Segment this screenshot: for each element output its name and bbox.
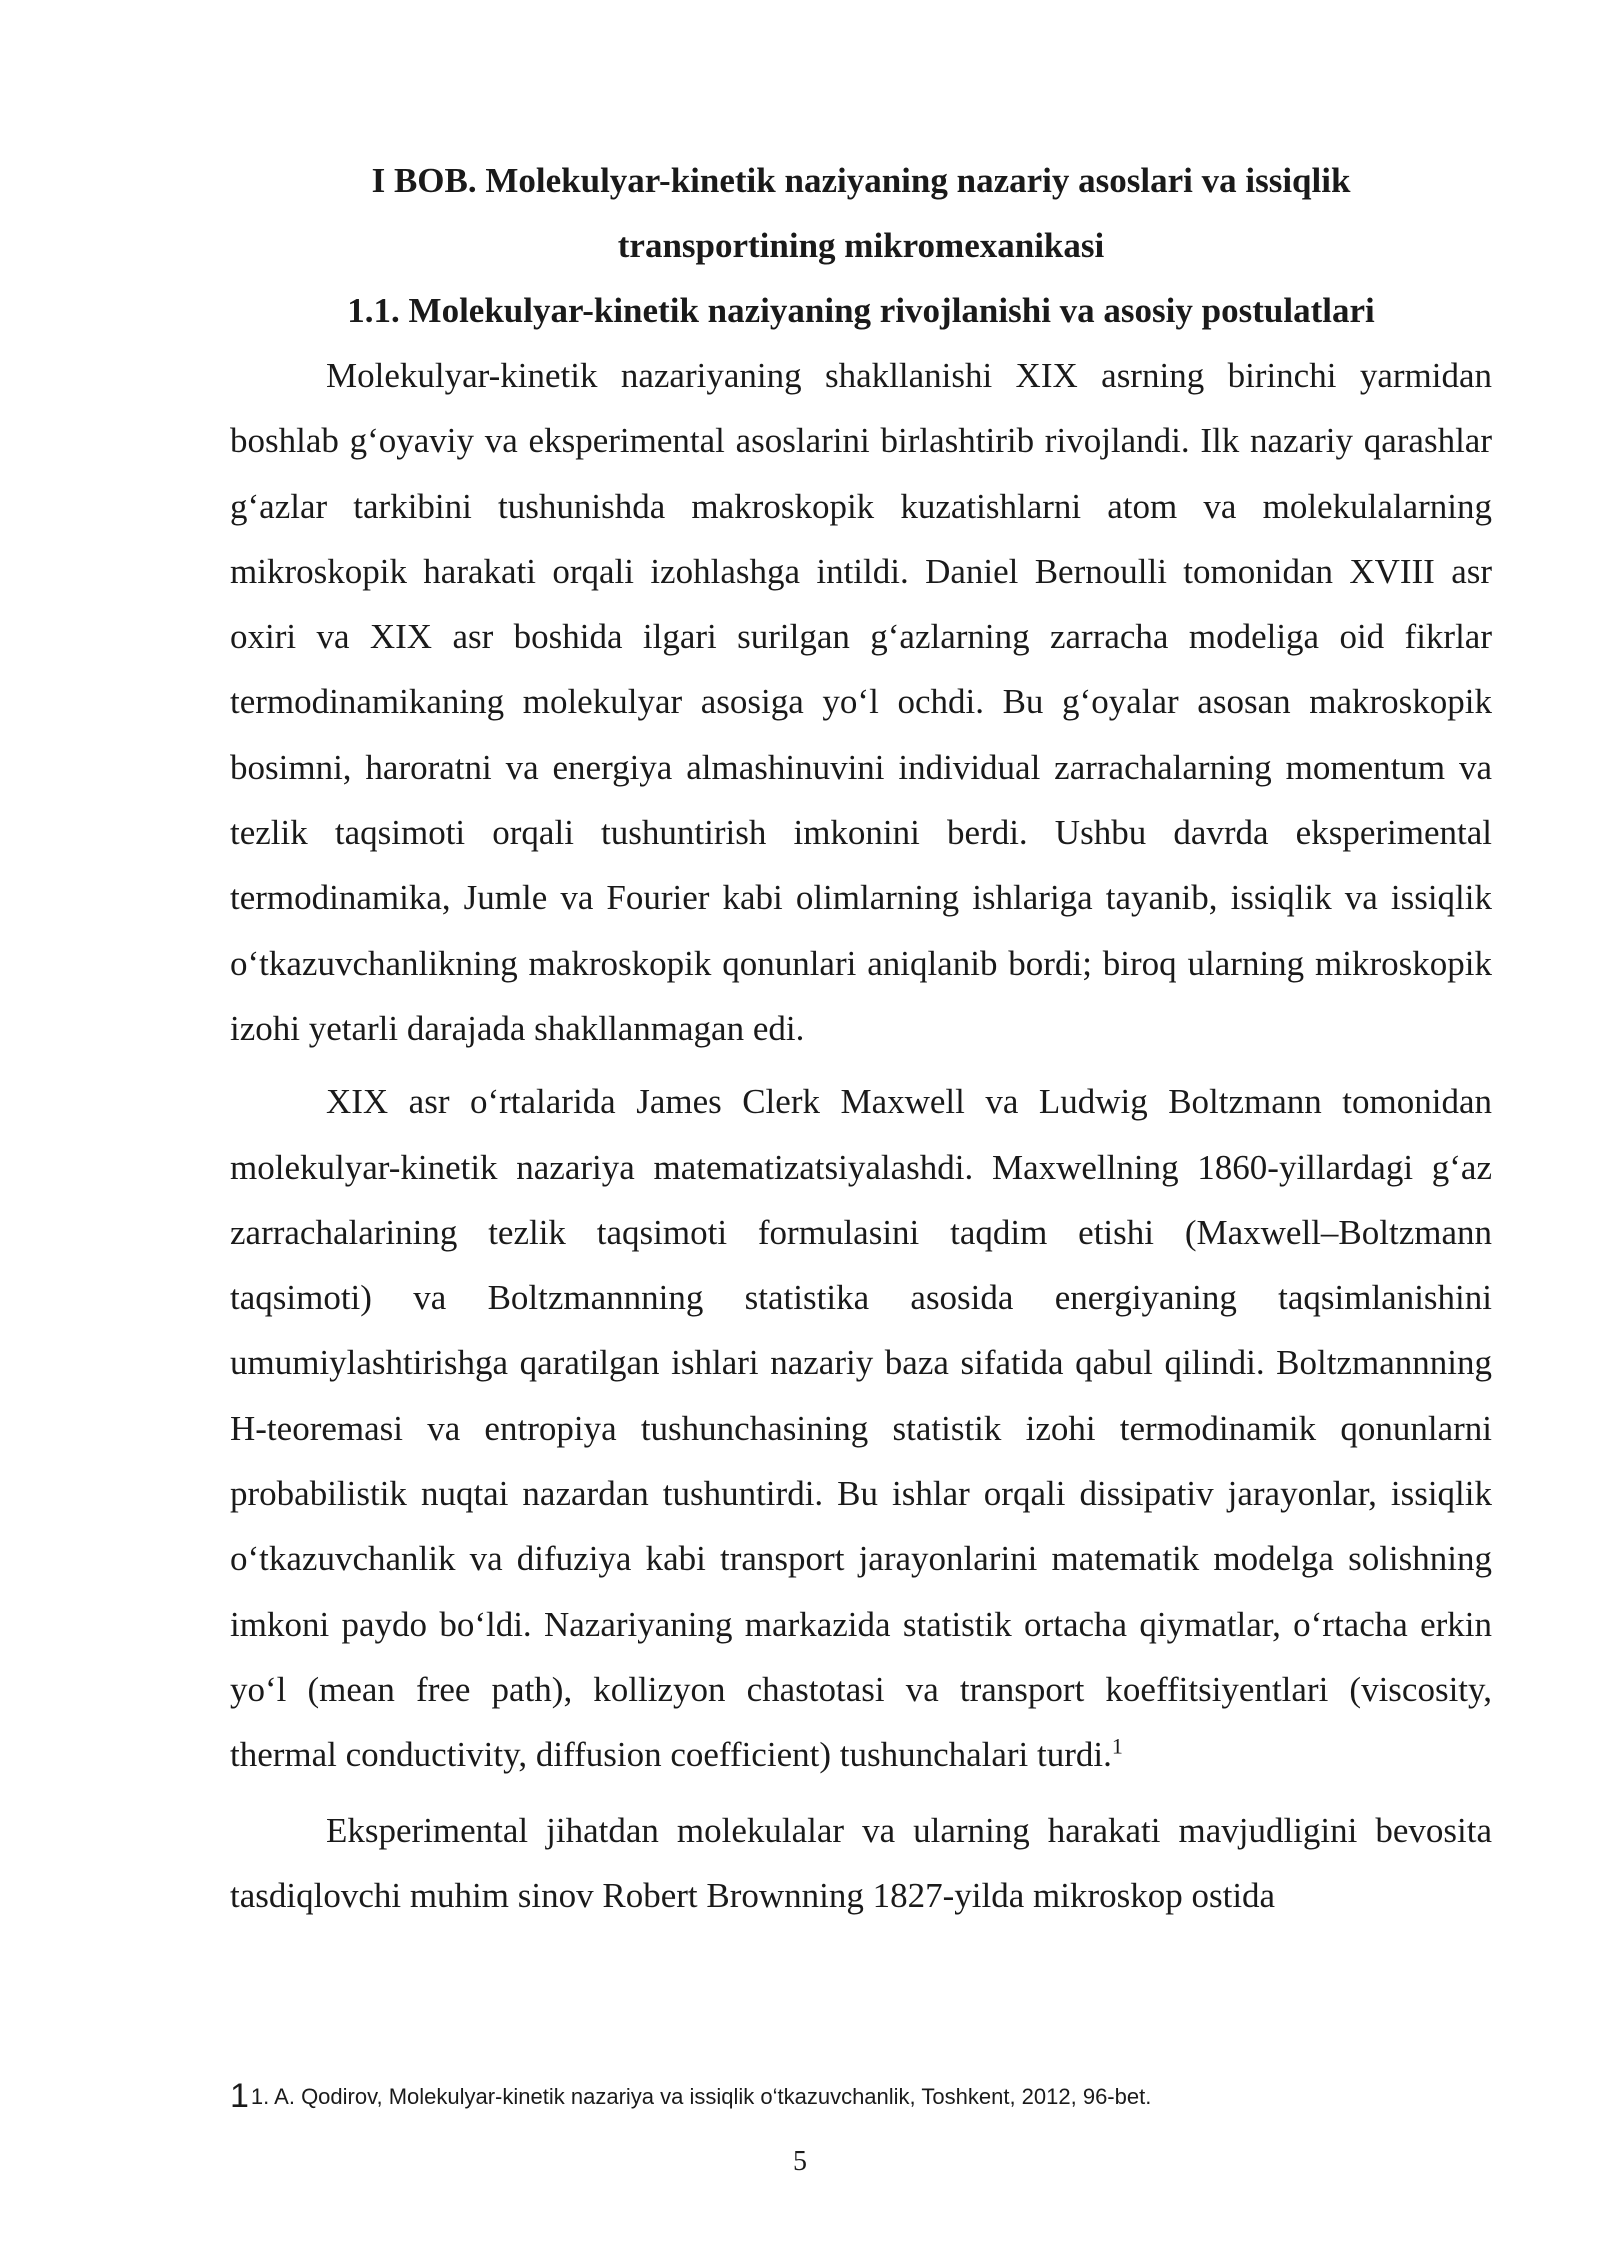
- page-number: 5: [793, 2146, 807, 2177]
- page-body: [230, 148, 1492, 1928]
- footnote: [230, 2078, 1492, 2115]
- paragraph-1: Molekulyar-kinetik nazariyaning shakllanishi XIX asrning birinchi yarmidan boshlab g‘oyaviy va eksperimental asoslarini birlashtirib rivojlandi. Ilk nazariy qarashlar g‘azlar tarkibini tushunishda makroskopik kuzatishlarni atom va molekulalarning mikroskopik harakati orqali izohlashga intildi. Daniel Bernoulli tomonidan XVIII asr oxiri va XIX asr boshida ilgari surilgan g‘azlarning zarracha modeliga oid fikrlar termodinamikaning molekulyar asosiga yo‘l ochdi. Bu g‘oyalar asosan makroskopik bosimni, haroratni va energiya almashinuvini individual zarrachalarning momentum va tezlik taqsimoti orqali tushuntirish imkonini berdi. Ushbu davrda eksperimental termodinamika, Jumle va Fourier kabi olimlarning ishlariga tayanib, issiqlik va issiqlik o‘tkazuvchanlikning makroskopik qonunlari aniqlanib bordi; biroq ularning mikroskopik izohi yetarli darajada shakllanmagan edi.: [230, 356, 1492, 1048]
- chapter-title-line2: transportining mikromexanikasi: [617, 226, 1105, 265]
- paragraph-2: [230, 1069, 1492, 1787]
- paragraph-2-text: XIX asr o‘rtalarida James Clerk Maxwell va Ludwig Boltzmann tomonidan molekulyar-kinetik nazariya matematizatsiyalashdi. Maxwellning 1860-yillardagi g‘az zarrachalarining tezlik taqsimoti formulasini taqdim etishi (Maxwell–Boltzmann taqsimoti) va Boltzmannning statistika asosida energiyaning taqsimlanishini umumiylashtirishga qaratilgan ishlari nazariy baza sifatida qabul qilindi. Boltzmannning H-teoremasi va entropiya tushunchasining statistik izohi termodinamik qonunlarni probabilistik nuqtai nazardan tushuntirdi. Bu ishlar orqali dissipativ jarayonlar, issiqlik o‘tkazuvchanlik va difuziya kabi transport jarayonlarini matematik modelga solishning imkoni paydo bo‘ldi. Nazariyaning markazida statistik ortacha qiymatlar, o‘rtacha erkin yo‘l (mean free path), kollizyon chastotasi va transport koeffitsiyentlari (viscosity, thermal conductivity, diffusion coefficient) tushunchalari turdi.: [230, 1082, 1492, 1775]
- section-title: 1.1. Molekulyar-kinetik naziyaning rivojlanishi va asosiy postulatlari: [347, 291, 1375, 330]
- paragraph-3: Eksperimental jihatdan molekulalar va ularning harakati mavjudligini bevosita tasdiqlovchi muhim sinov Robert Brownning 1827-yilda mikroskop ostida: [230, 1810, 1492, 1915]
- chapter-title-line1: I BOB. Molekulyar-kinetik naziyaning nazariy asoslari va issiqlik: [371, 161, 1351, 200]
- footnote-reference[interactable]: 1: [1111, 1733, 1123, 1759]
- footnote-text: 1. A. Qodirov, Molekulyar-kinetik nazariya va issiqlik o‘tkazuvchanlik, Toshkent, 2012, 96-bet.: [250, 2084, 1152, 2109]
- footnote-marker: 1: [230, 2077, 249, 2115]
